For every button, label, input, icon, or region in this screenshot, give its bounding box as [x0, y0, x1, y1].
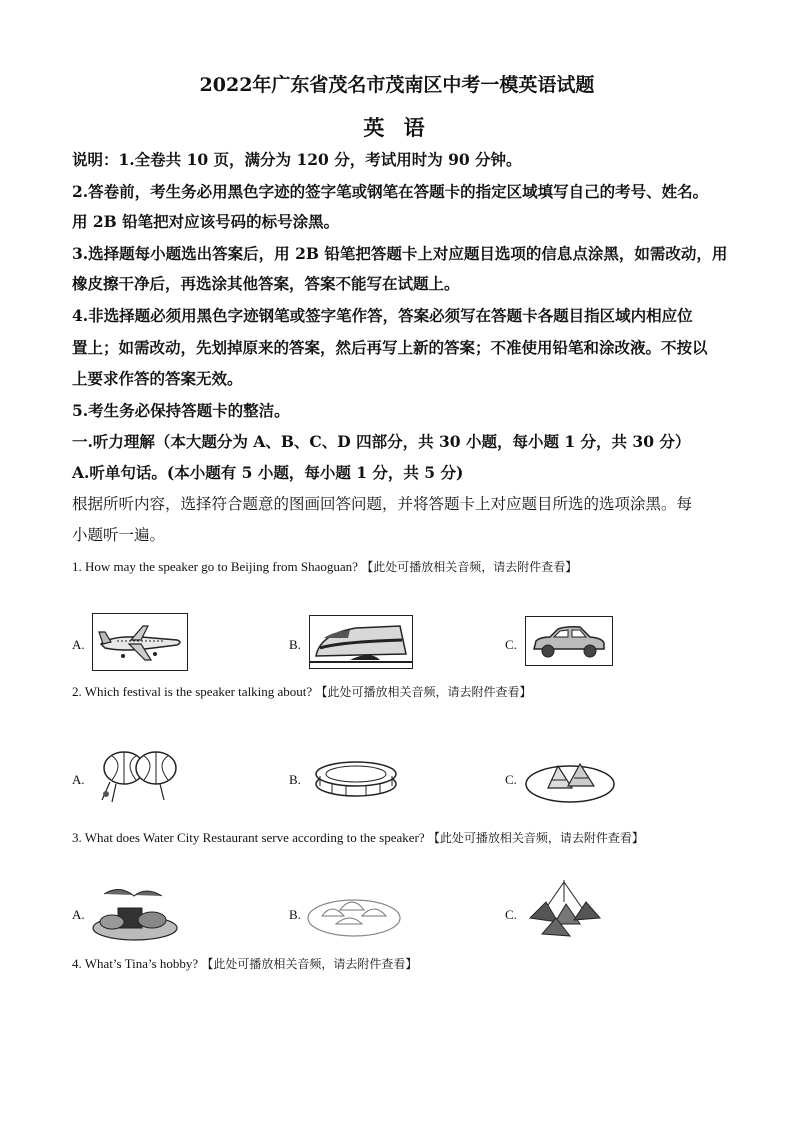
instruction-line: 3.选择题每小题选出答案后，用 2B 铅笔把答题卡上对应题目选项的信息点涂黑，如需改动，用 — [72, 244, 728, 263]
airplane-icon — [92, 613, 188, 671]
instruction-line: 2.答卷前，考生务必用黑色字迹的签字笔或钢笔在答题卡的指定区域填写自己的考号、姓名。 — [72, 182, 709, 201]
section-heading: 一.听力理解（本大题分为 A、B、C、D 四部分，共 30 小题，每小题 1 分，共 30 分） — [72, 432, 691, 451]
question-text: 4. What’s Tina’s hobby? — [72, 956, 199, 971]
option-label: B. — [289, 772, 301, 787]
audio-note: 【此处可播放相关音频，请去附件查看】 — [427, 831, 644, 845]
instruction-line: 上要求作答的答案无效。 — [72, 369, 243, 388]
option-label: B. — [289, 637, 301, 652]
audio-note: 【此处可播放相关音频，请去附件查看】 — [361, 560, 578, 574]
subject-title: 英 语 — [363, 115, 431, 140]
instruction-line: 置上；如需改动，先划掉原来的答案，然后再写上新的答案；不准使用铅笔和涂改液。不按以 — [72, 338, 708, 357]
mooncake-plate-icon — [90, 882, 180, 942]
instruction-line: 用 2B 铅笔把对应该号码的标号涂黑。 — [72, 212, 340, 231]
option-label: B. — [289, 907, 301, 922]
option-label: C. — [505, 772, 517, 787]
option-label: C. — [505, 637, 517, 652]
car-icon — [525, 616, 613, 666]
audio-note: 【此处可播放相关音频，请去附件查看】 — [315, 685, 532, 699]
page-title: 2022年广东省茂名市茂南区中考一模英语试题 — [199, 74, 595, 96]
question-text: 2. Which festival is the speaker talking about? — [72, 684, 313, 699]
question-4 — [72, 955, 417, 972]
directions-line: 根据所听内容，选择符合题意的图画回答问题，并将答题卡上对应题目所选的选项涂黑。每 — [72, 495, 693, 513]
option-label: A. — [72, 772, 85, 787]
question-text: 3. What does Water City Restaurant serve according to the speaker? — [72, 830, 425, 845]
dumplings-icon — [306, 886, 402, 938]
zongzi-plate-icon — [522, 752, 618, 808]
question-2 — [72, 683, 531, 700]
instruction-line: 橡皮擦干净后，再选涂其他答案，答案不能写在试题上。 — [72, 274, 460, 293]
instruction-line: 说明：1.全卷共 10 页，满分为 120 分，考试用时为 90 分钟。 — [72, 150, 522, 169]
option-label: C. — [505, 907, 517, 922]
high-speed-train-icon — [309, 615, 413, 669]
option-label: A. — [72, 637, 85, 652]
lantern-icon — [90, 742, 186, 806]
directions-line: 小题听一遍。 — [72, 526, 166, 544]
mooncake-icon — [312, 756, 400, 800]
audio-note: 【此处可播放相关音频，请去附件查看】 — [201, 957, 418, 971]
zongzi-bunch-icon — [524, 878, 604, 942]
option-label: A. — [72, 907, 85, 922]
question-text: 1. How may the speaker go to Beijing from Shaoguan? — [72, 559, 358, 574]
subsection-heading: A.听单句话。(本小题有 5 小题，每小题 1 分，共 5 分) — [72, 463, 464, 482]
instruction-line: 5.考生务必保持答题卡的整洁。 — [72, 401, 290, 420]
instruction-line: 4.非选择题必须用黑色字迹钢笔或签字笔作答，答案必须写在答题卡各题目指区域内相应位 — [72, 306, 693, 325]
question-1 — [72, 558, 577, 575]
question-3 — [72, 829, 644, 846]
